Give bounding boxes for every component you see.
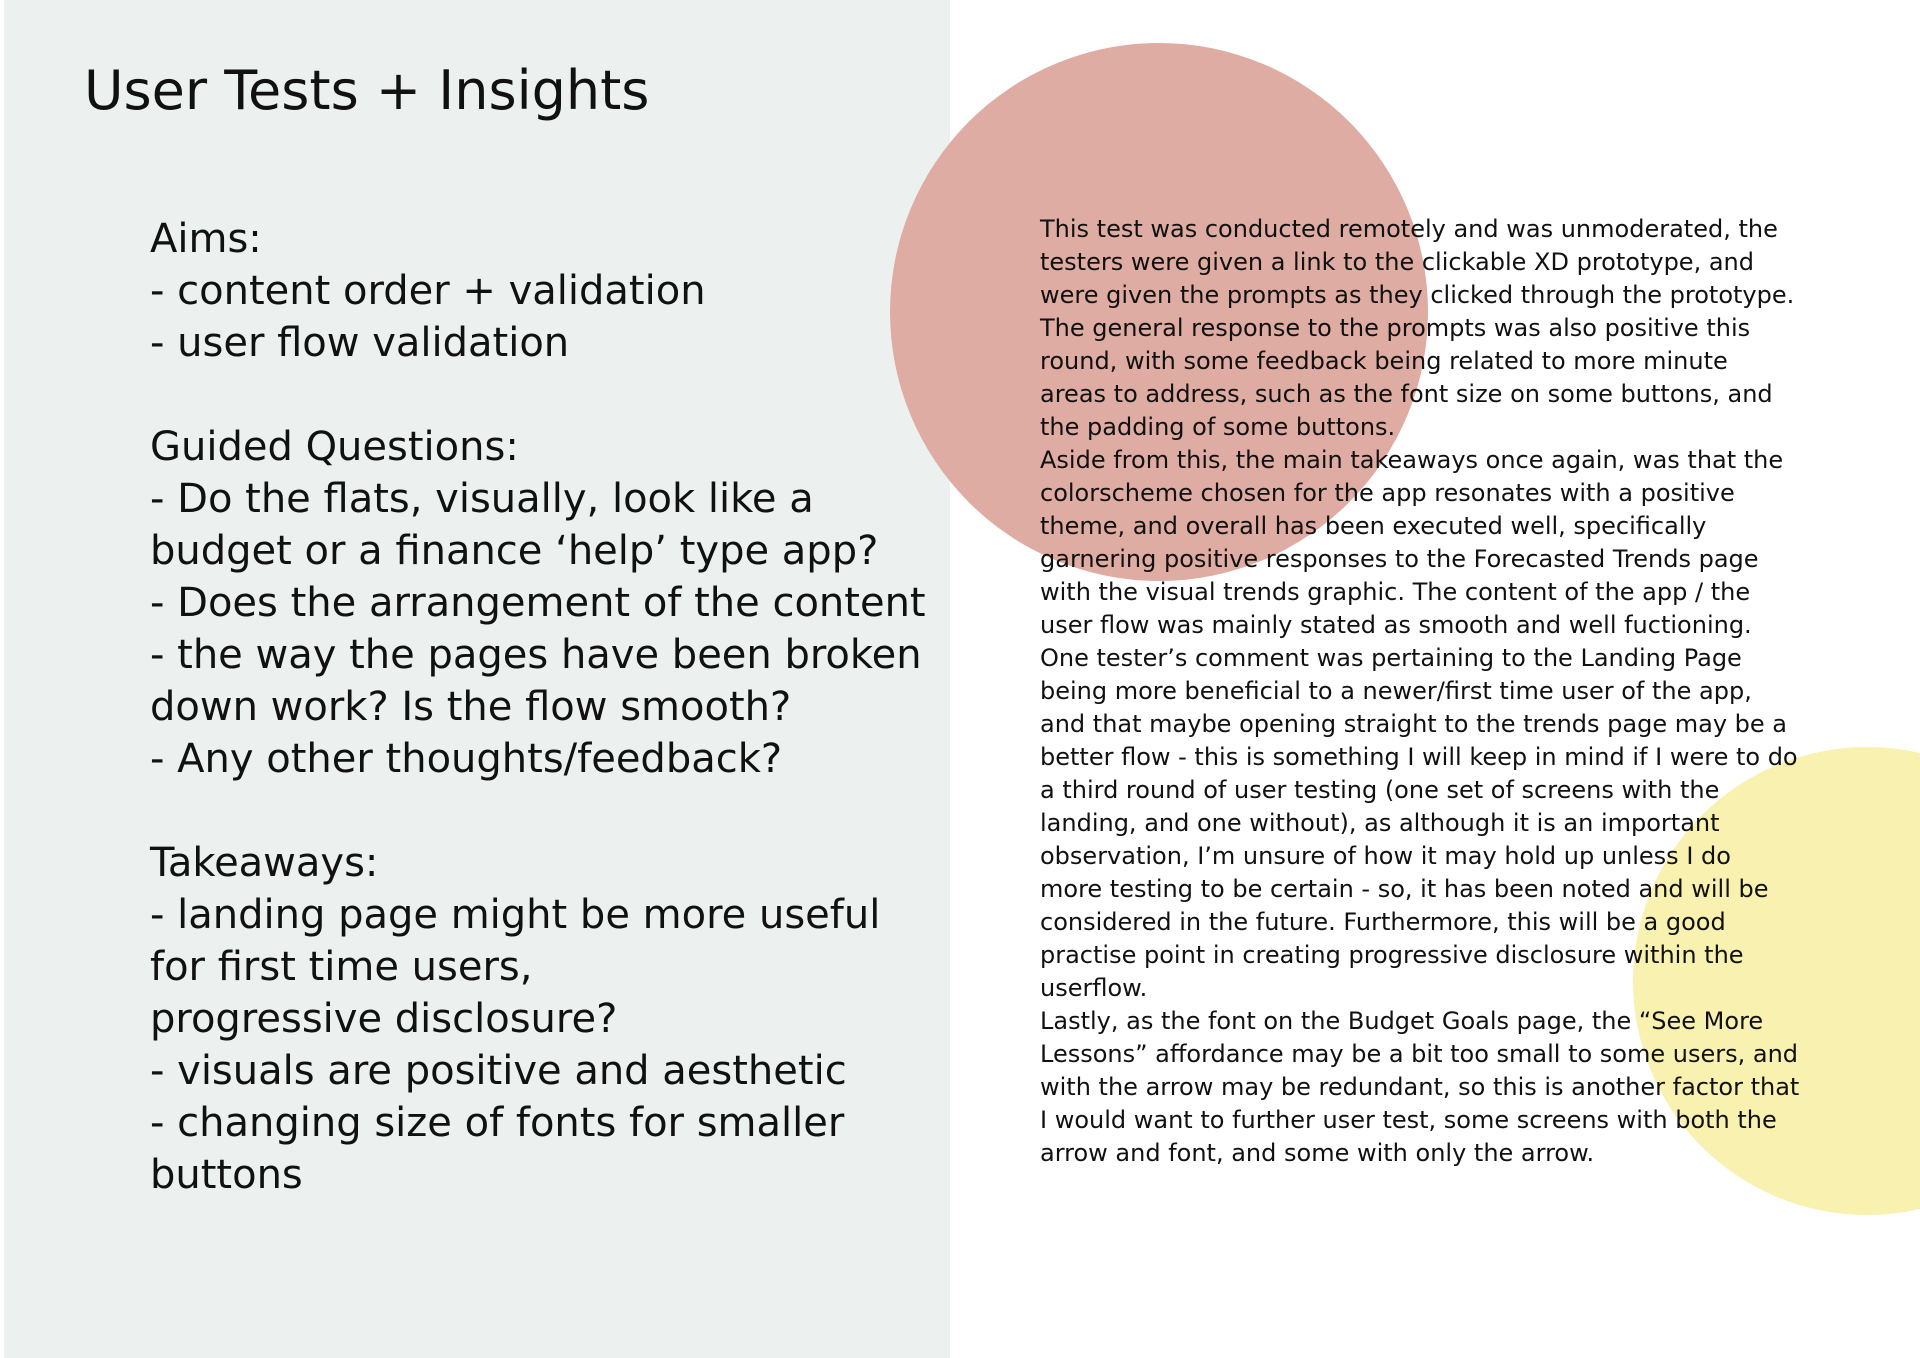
takeaways-item: - visuals are positive and aesthetic	[150, 1048, 847, 1094]
takeaways-item: - landing page might be more useful	[150, 892, 881, 938]
takeaways-item: buttons	[150, 1152, 303, 1198]
guided-questions-section	[150, 421, 930, 785]
guided-questions-item: down work? Is the flow smooth?	[150, 684, 792, 730]
guided-questions-item: - Does the arrangement of the content	[150, 580, 926, 626]
takeaways-item: - changing size of fonts for smaller	[150, 1100, 845, 1146]
aims-item: - user flow validation	[150, 320, 570, 366]
aims-heading: Aims:	[150, 216, 262, 262]
body-paragraph: Lastly, as the font on the Budget Goals page, the “See More Lessons” affordance may be a bit too small to some users, and with the arrow may be redundant, so this is another factor that I would want to further user test, some screens with both the arrow and font, and some with only the arrow.	[1040, 1007, 1800, 1167]
aims-item: - content order + validation	[150, 268, 706, 314]
guided-questions-item: - the way the pages have been broken	[150, 632, 922, 678]
body-paragraph: Aside from this, the main takeaways once again, was that the colorscheme chosen for the app resonates with a positive theme, and overall has been executed well, specifically garnering positive responses to the Forecasted Trends page with the visual trends graphic. The content of the app / the user flow was mainly stated as smooth and well fuctioning. One tester’s comment was pertaining to the Landing Page being more beneficial to a newer/first time user of the app, and that maybe opening straight to the trends page may be a better flow - this is something I will keep in mind if I were to do a third round of user testing (one set of screens with the landing, and one without), as although it is an important observation, I’m unsure of how it may hold up unless I do more testing to be certain - so, it has been noted and will be considered in the future. Furthermore, this will be a good practise point in creating progressive disclosure within the userflow.	[1040, 446, 1798, 1002]
guided-questions-item: - Do the flats, visually, look like a	[150, 476, 814, 522]
takeaways-heading: Takeaways:	[150, 840, 379, 886]
takeaways-item: for first time users,	[150, 944, 533, 990]
guided-questions-heading: Guided Questions:	[150, 424, 519, 470]
body-paragraph: This test was conducted remotely and was unmoderated, the testers were given a link to the clickable XD prototype, and were given the prompts as they clicked through the prototype. The general response to the prompts was also positive this round, with some feedback being related to more minute areas to address, such as the font size on some buttons, and the padding of some buttons.	[1040, 215, 1795, 441]
aims-section	[150, 213, 930, 369]
summary-column	[150, 213, 930, 1253]
page-title: User Tests + Insights	[84, 59, 650, 122]
takeaways-section	[150, 837, 930, 1201]
takeaways-item: progressive disclosure?	[150, 996, 618, 1042]
body-text	[1040, 213, 1800, 1170]
guided-questions-item: budget or a finance ‘help’ type app?	[150, 528, 879, 574]
guided-questions-item: - Any other thoughts/feedback?	[150, 736, 783, 782]
